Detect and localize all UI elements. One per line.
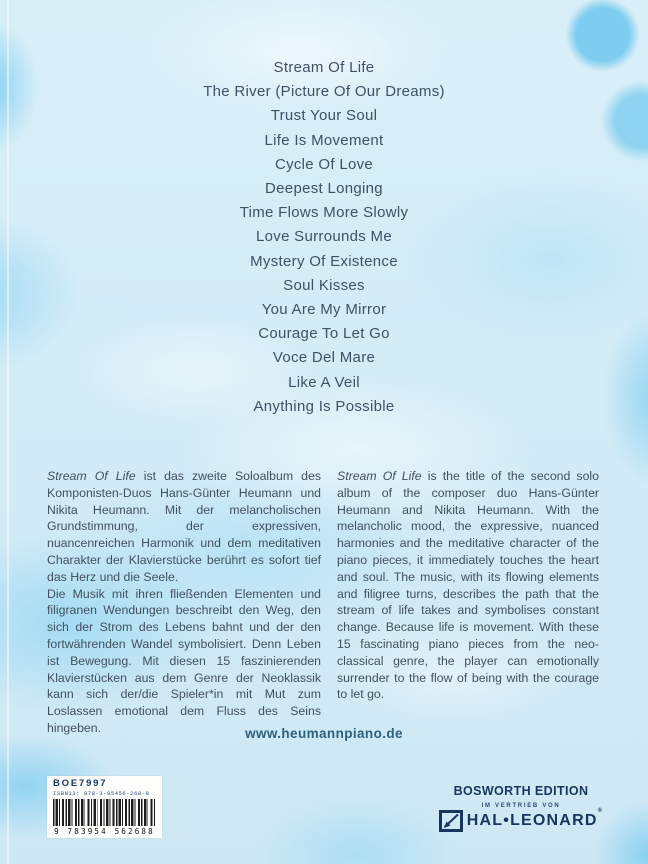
description-german (47, 468, 321, 737)
registered-trademark-symbol: ® (597, 808, 604, 814)
hal-leonard-logo (426, 810, 616, 832)
barcode-bars (53, 799, 156, 826)
bosworth-edition-label: BOSWORTH EDITION (453, 784, 589, 798)
description-german-para2: Die Musik mit ihren fließenden Elementen und filigranen Wendungen beschreibt den Weg, den sich der Strom des Lebens bahnt und der den fortwährenden Wandel symbolisiert. Denn Leben ist Bewegung. Mit diesen 15 faszinierenden Klavierstücken aus dem Genre der Neoklassik kann sich der/die Spieler*in mit Mut zum Loslassen emotional dem Fluss des Seins hingeben. (47, 586, 321, 735)
track-title: Stream Of Life (273, 59, 375, 76)
track-title: Anything Is Possible (253, 397, 395, 415)
album-title-italic: Stream Of Life (47, 469, 136, 483)
description-columns (47, 468, 599, 737)
hal-leonard-wordmark: HAL•LEONARD® (466, 808, 604, 829)
tracklist (0, 56, 648, 419)
description-english (337, 468, 599, 737)
track-title: The River (Picture Of Our Dreams) (203, 83, 445, 101)
barcode-digits: 9 783954 562688 (54, 827, 155, 836)
track-title: Trust Your Soul (270, 107, 378, 125)
album-title-italic: Stream Of Life (337, 469, 422, 483)
track-title: You Are My Mirror (261, 301, 387, 319)
isbn-number: ISBN13: 978-3-95456-268-8 (53, 790, 150, 797)
track-title: Courage To Let Go (258, 325, 390, 343)
publisher-block (426, 784, 616, 832)
track-title: Voce Del Mare (272, 349, 376, 367)
hal-leonard-quill-icon (439, 810, 463, 832)
track-title: Mystery Of Existence (250, 252, 398, 270)
track-title: Like A Veil (288, 373, 360, 391)
description-german-para1: Stream Of Life ist das zweite Soloalbum des Komponisten-Duos Hans-Günter Heumann und Nikita Heumann. Mit der melancholischen Grundstimmung, der expressiven, nuancenreichen Harmonik und dem meditativen Charakter der Klavierstücke berührt es sofort tief das Herz und die Seele. (47, 469, 321, 584)
track-title: Soul Kisses (283, 276, 365, 294)
track-title: Time Flows More Slowly (239, 204, 409, 222)
distribution-label: IM VERTRIEB VON (481, 803, 561, 809)
website-url: www.heumannpiano.de (245, 726, 403, 741)
track-title: Love Surrounds Me (255, 228, 392, 246)
product-code: BOE7997 (53, 778, 108, 789)
barcode-block (47, 776, 162, 838)
track-title: Cycle Of Love (274, 155, 374, 173)
track-title: Deepest Longing (265, 180, 383, 198)
track-title: Life Is Movement (264, 131, 384, 149)
description-english-para1: Stream Of Life is the title of the second solo album of the composer duo Hans-Günter Heumann and Nikita Heumann. With the melancholic mood, the expressive, nuanced harmonies and the meditative character of the piano pieces, it immediately touches the heart and soul. The music, with its flowing elements and filigree turns, describes the path that the stream of life takes and symbolises constant change. Because life is movement. With these 15 fascinating piano pieces from the neo-classical genre, the player can emotionally surrender to the flow of being with the courage to let go. (337, 469, 599, 702)
